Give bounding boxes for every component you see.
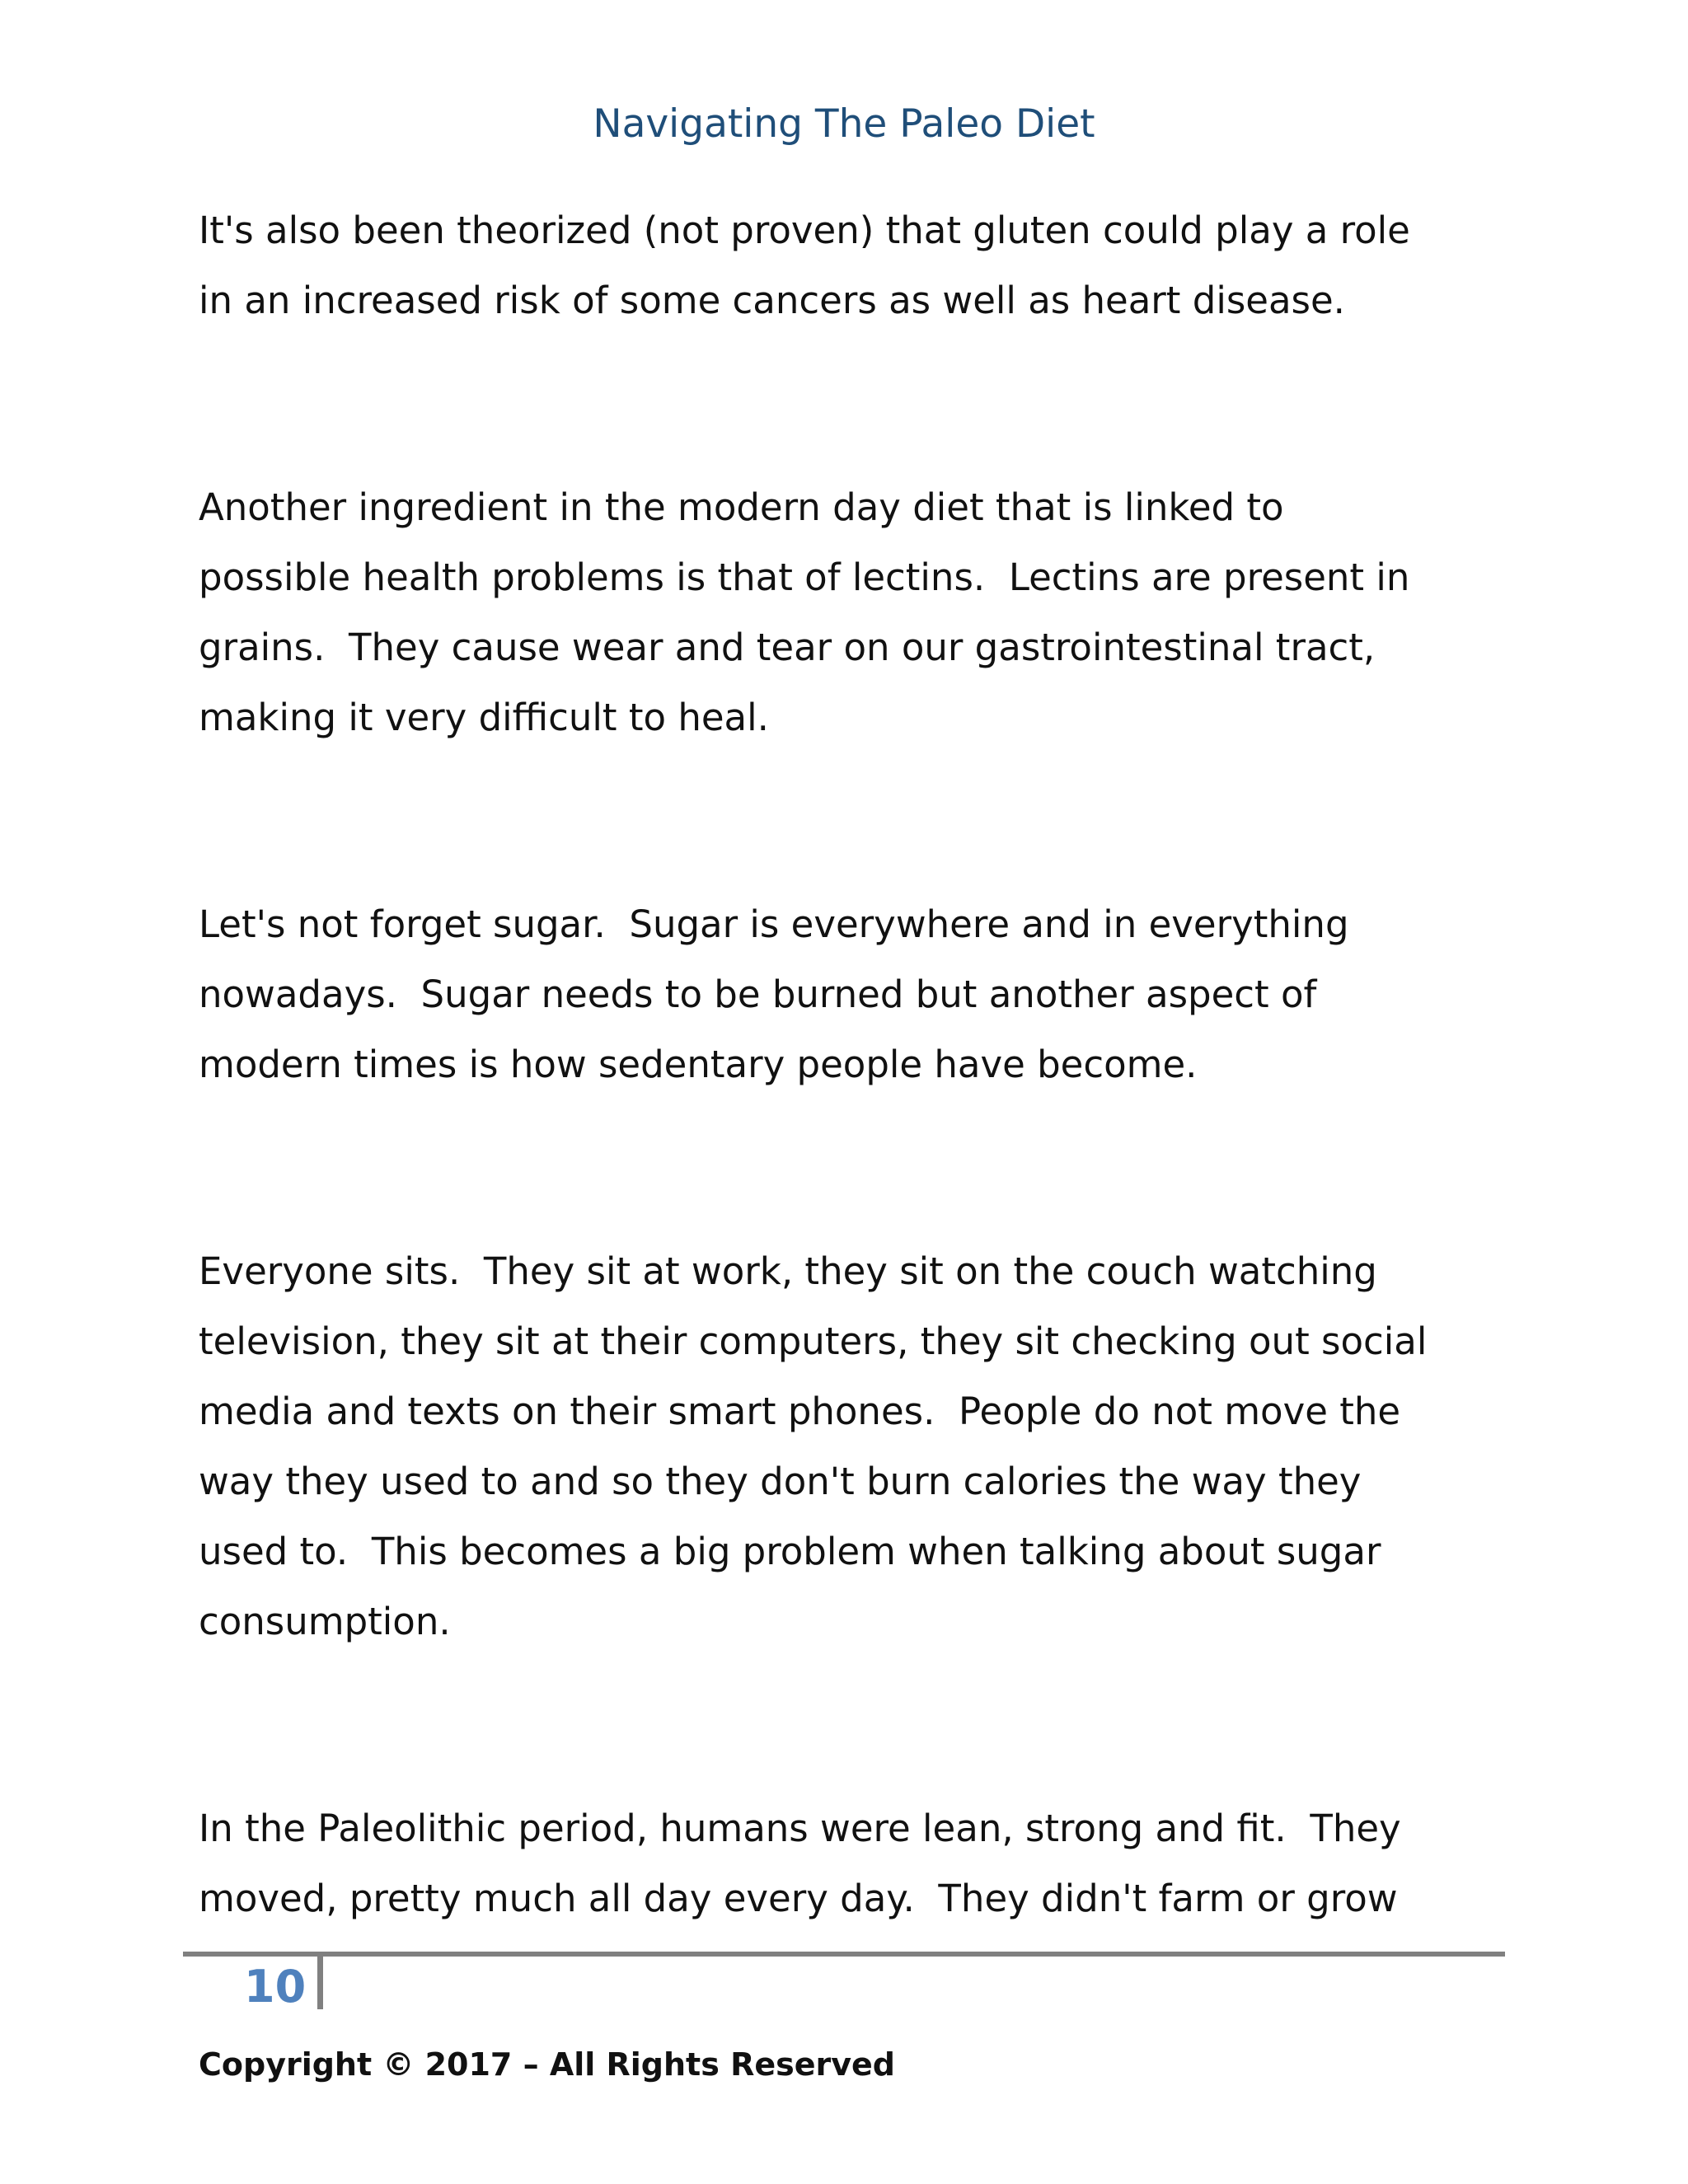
text-line: modern times is how sedentary people have become. <box>199 1043 1198 1086</box>
page-header-title: Navigating The Paleo Diet <box>593 101 1095 147</box>
text-line: Another ingredient in the modern day diet that is linked to <box>199 485 1284 529</box>
page-number: 10 <box>244 1961 307 2013</box>
paragraph <box>199 889 1501 1099</box>
text-line: used to. This becomes a big problem when talking about sugar <box>199 1530 1381 1573</box>
text-line: consumption. <box>199 1600 451 1643</box>
paragraph <box>199 472 1501 752</box>
page-number-divider <box>317 1957 323 2009</box>
document-body <box>199 195 1501 2070</box>
text-line: making it very difficult to heal. <box>199 696 769 739</box>
text-line: Let's not forget sugar. Sugar is everywhere and in everything <box>199 902 1349 946</box>
footer-divider <box>183 1952 1505 1957</box>
copyright-notice: Copyright © 2017 – All Rights Reserved <box>199 2046 895 2083</box>
text-line: In the Paleolithic period, humans were lean, strong and fit. They <box>199 1807 1401 1850</box>
paragraph <box>199 1793 1501 1933</box>
text-line: Everyone sits. They sit at work, they sit on the couch watching <box>199 1249 1377 1293</box>
text-line: in an increased risk of some cancers as well as heart disease. <box>199 279 1345 322</box>
text-line: television, they sit at their computers, they sit checking out social <box>199 1319 1428 1363</box>
text-line: grains. They cause wear and tear on our gastrointestinal tract, <box>199 626 1376 669</box>
text-line: moved, pretty much all day every day. They didn't farm or grow <box>199 1877 1398 1920</box>
paragraph <box>199 195 1501 335</box>
paragraph <box>199 1236 1501 1657</box>
text-line: nowadays. Sugar needs to be burned but another aspect of <box>199 972 1317 1016</box>
text-line: way they used to and so they don't burn calories the way they <box>199 1460 1362 1503</box>
text-line: possible health problems is that of lectins. Lectins are present in <box>199 555 1410 599</box>
text-line: It's also been theorized (not proven) that gluten could play a role <box>199 209 1410 252</box>
text-line: media and texts on their smart phones. People do not move the <box>199 1390 1401 1433</box>
